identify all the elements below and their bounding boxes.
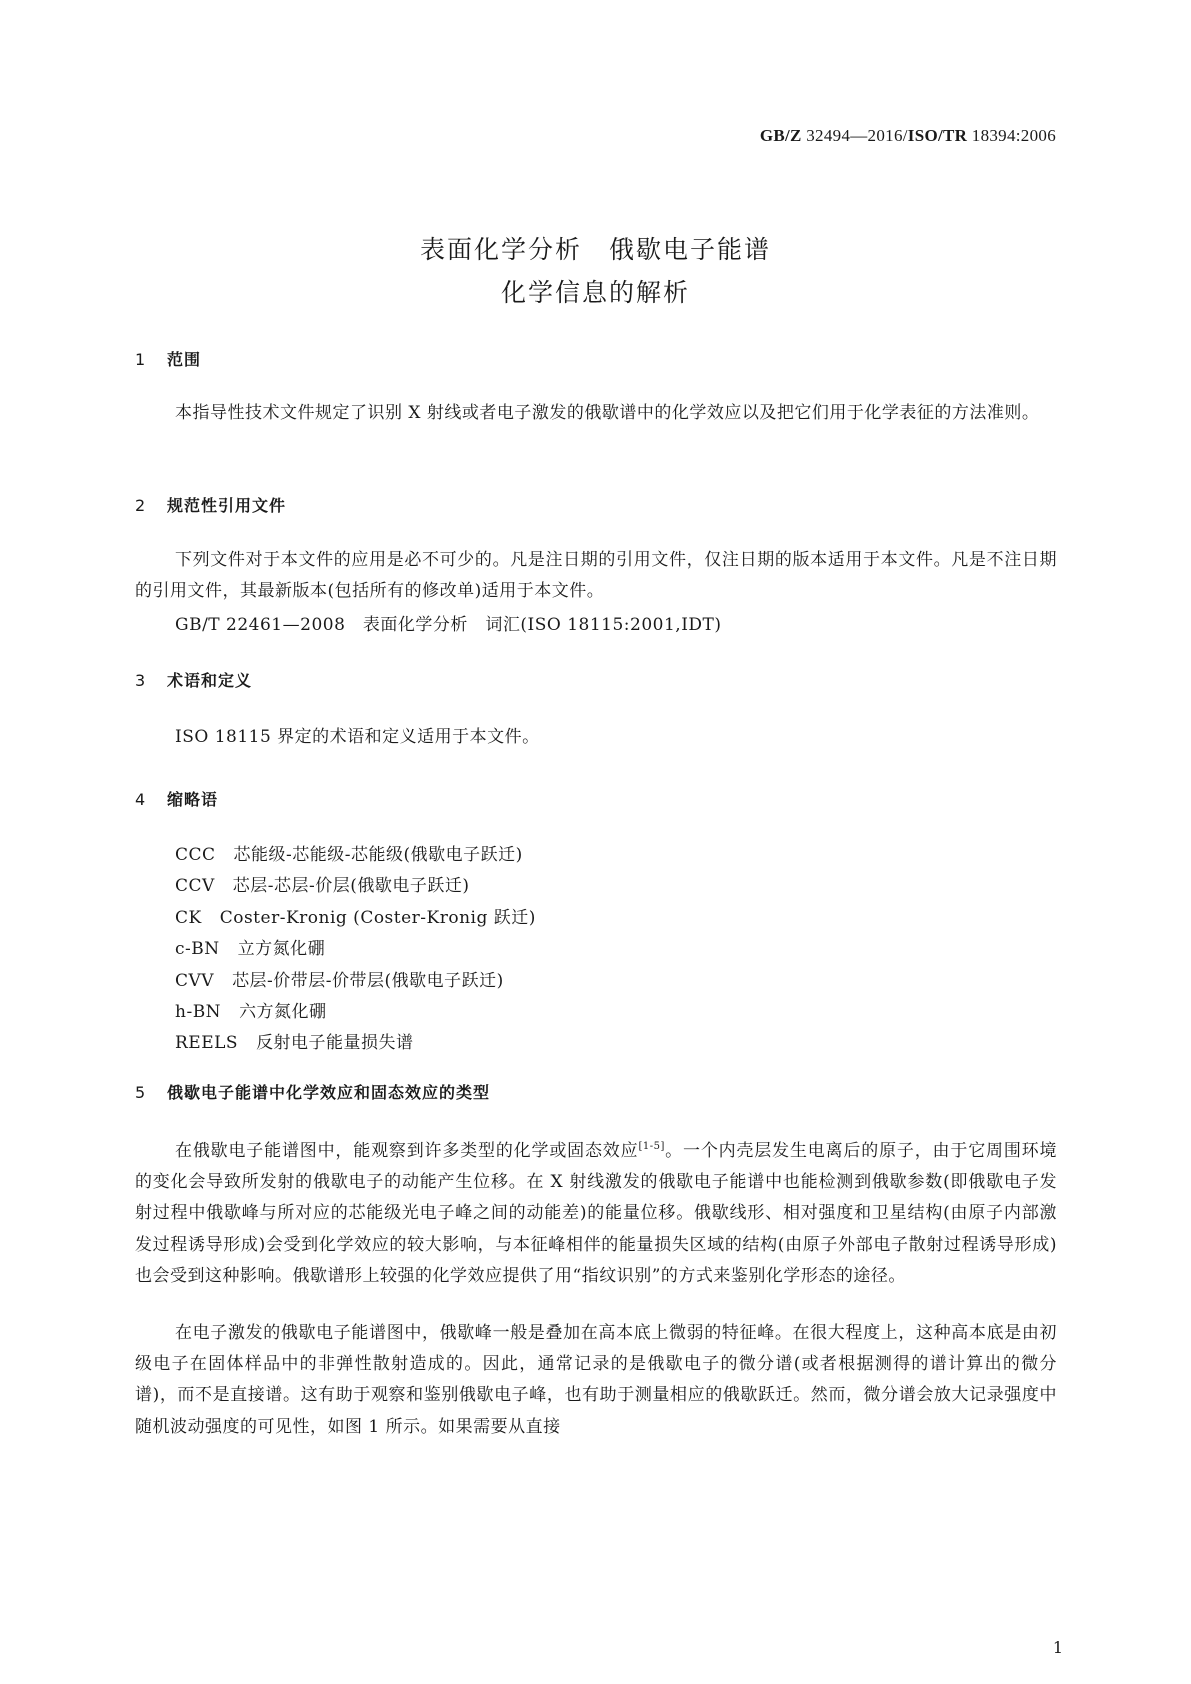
terms-paragraph: ISO 18115 界定的术语和定义适用于本文件。 xyxy=(175,727,540,747)
abbreviation-term: CCV xyxy=(175,876,215,897)
abbreviation-item xyxy=(175,966,536,997)
section-title: 范围 xyxy=(167,350,202,369)
abbreviation-item xyxy=(175,840,536,871)
normative-reference-entry: GB/T 22461—2008 表面化学分析 词汇(ISO 18115:2001,IDT) xyxy=(175,615,722,635)
section-number: 3 xyxy=(135,671,147,690)
section-heading-effect-types xyxy=(135,1080,490,1103)
abbreviation-item xyxy=(175,871,536,902)
abbreviation-item xyxy=(175,997,536,1028)
section-heading-normative-references xyxy=(135,493,286,516)
paragraph-text: 在俄歇电子能谱图中，能观察到许多类型的化学或固态效应 xyxy=(175,1141,639,1161)
abbreviation-definition: 芯能级-芯能级-芯能级(俄歇电子跃迁) xyxy=(233,845,523,865)
page-number: 1 xyxy=(1052,1638,1063,1657)
std-number-part: 32494—2016/ xyxy=(801,126,908,145)
section-number: 1 xyxy=(135,350,147,369)
abbreviation-definition: 反射电子能量损失谱 xyxy=(256,1033,414,1054)
document-title-line2: 化学信息的解析 xyxy=(500,278,690,307)
section-number: 2 xyxy=(135,496,147,515)
std-number-part: 18394:2006 xyxy=(967,126,1056,145)
normative-paragraph: 下列文件对于本文件的应用是必不可少的。凡是注日期的引用文件，仅注日期的版本适用于本文件。凡是不注日期的引用文件，其最新版本(包括所有的修改单)适用于本文件。 xyxy=(135,550,1057,602)
abbreviation-item xyxy=(175,1028,536,1059)
abbreviation-term: REELS xyxy=(175,1033,239,1054)
paragraph-text: 。一个内壳层发生电离后的原子，由于它周围环境的变化会导致所发射的俄歇电子的动能产生位移。在 X 射线激发的俄歇电子能谱中也能检测到俄歇参数(即俄歇电子发射过程中俄歇峰与所对应的芯能级光电子峰之间的动能差)的能量位移。俄歇线形、相对强度和卫星结构(由原子内部激发过程诱导形成)会受到化学效应的较大影响，与本征峰相伴的能量损失区域的结构(由原子外部电子散射过程诱导形成)也会受到这种影响。俄歇谱形上较强的化学效应提供了用“指纹识别”的方式来鉴别化学形态的途径。 xyxy=(135,1141,1058,1286)
abbreviation-term: CCC xyxy=(175,845,216,865)
abbreviation-definition: 六方氮化硼 xyxy=(239,1001,327,1022)
effect-types-paragraph-2: 在电子激发的俄歇电子能谱图中，俄歇峰一般是叠加在高本底上微弱的特征峰。在很大程度上，这种高本底是由初级电子在固体样品中的非弹性散射造成的。因此，通常记录的是俄歇电子的微分谱(或者根据测得的谱计算出的微分谱)，而不是直接谱。这有助于观察和鉴别俄歇电子峰，也有助于测量相应的俄歇跃迁。然而，微分谱会放大记录强度中随机波动强度的可见性，如图 1 所示。如果需要从直接 xyxy=(135,1323,1057,1437)
abbreviation-definition: 芯层-芯层-价层(俄歇电子跃迁) xyxy=(232,876,470,897)
section-heading-scope xyxy=(135,347,201,370)
section-number: 4 xyxy=(135,790,147,809)
abbreviation-term: h-BN xyxy=(175,1001,222,1022)
abbreviation-definition: 芯层-价带层-价带层(俄歇电子跃迁) xyxy=(232,970,504,991)
abbreviation-term: CVV xyxy=(175,970,215,991)
scope-paragraph: 本指导性技术文件规定了识别 X 射线或者电子激发的俄歇谱中的化学效应以及把它们用于化学表征的方法准则。 xyxy=(175,403,1040,423)
abbreviation-definition: 立方氮化硼 xyxy=(237,939,326,960)
section-number: 5 xyxy=(135,1083,147,1102)
std-code-part: GB/Z xyxy=(759,126,802,145)
abbreviation-definition: Coster-Kronig (Coster-Kronig 跃迁) xyxy=(219,907,536,928)
standard-number-header xyxy=(760,126,1056,146)
abbreviation-item xyxy=(175,934,536,965)
abbreviation-item xyxy=(175,903,536,934)
std-code-part: ISO/TR xyxy=(907,126,968,145)
section-title: 规范性引用文件 xyxy=(167,496,287,515)
citation-reference: [1-5] xyxy=(638,1141,665,1152)
section-heading-abbreviations xyxy=(135,787,218,810)
effect-types-paragraph-1 xyxy=(135,1131,1057,1292)
section-title: 术语和定义 xyxy=(167,671,253,690)
abbreviation-list xyxy=(175,840,536,1060)
section-title: 俄歇电子能谱中化学效应和固态效应的类型 xyxy=(167,1083,491,1102)
section-heading-terms xyxy=(135,668,252,691)
section-title: 缩略语 xyxy=(167,790,219,809)
abbreviation-term: c-BN xyxy=(175,939,220,960)
document-title-line1: 表面化学分析 俄歇电子能谱 xyxy=(419,235,771,264)
abbreviation-term: CK xyxy=(175,907,202,928)
